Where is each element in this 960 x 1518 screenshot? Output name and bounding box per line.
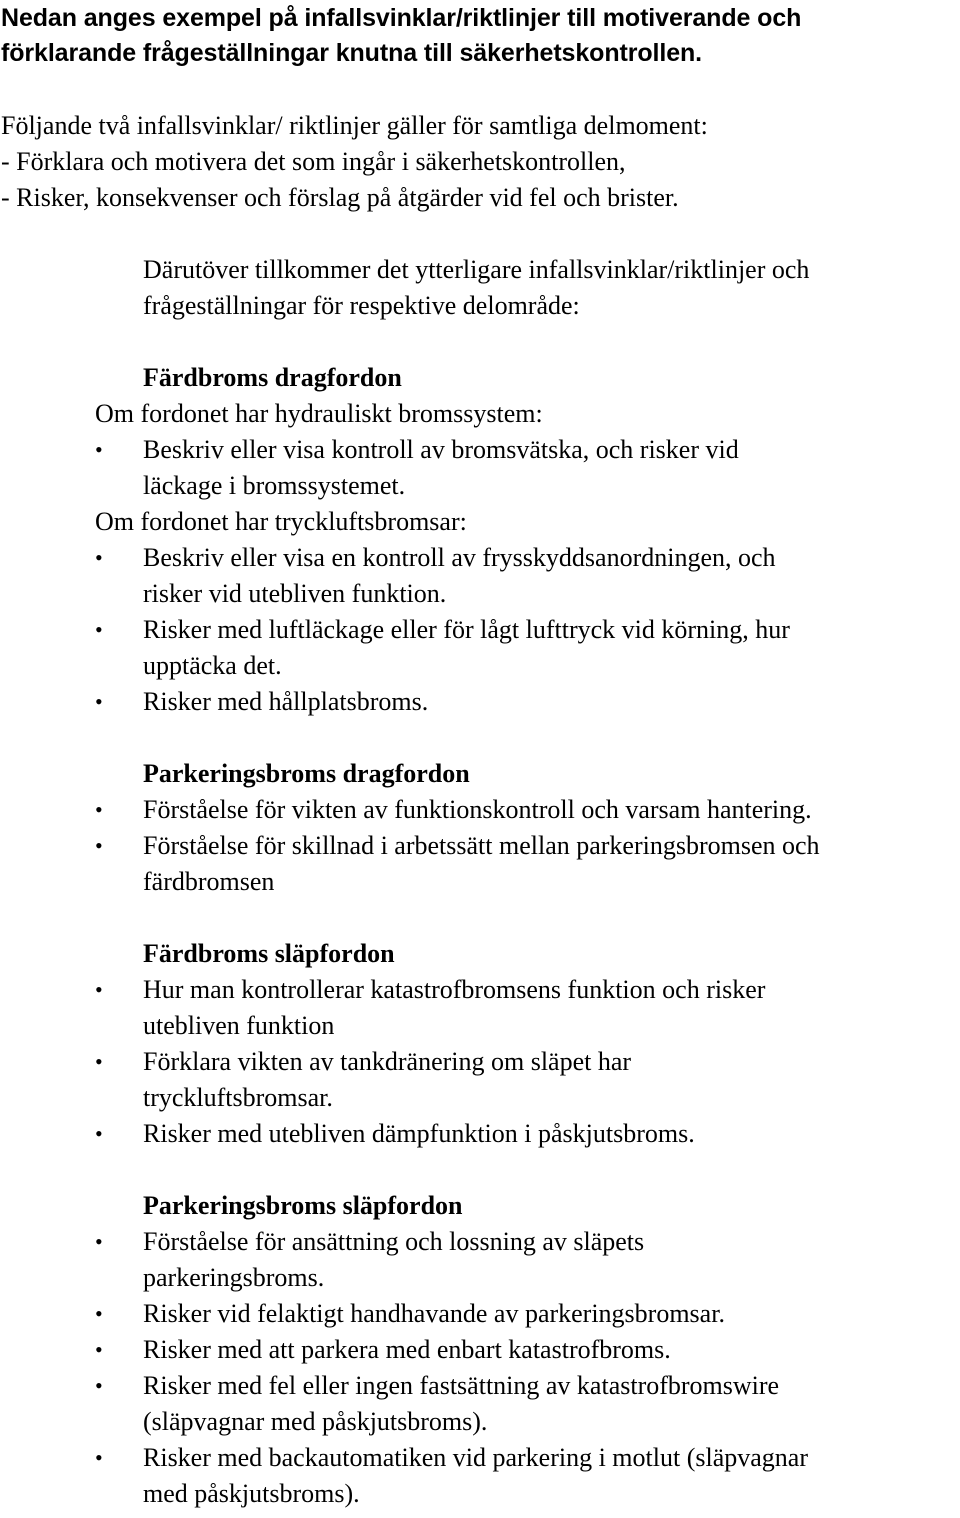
- bullet-marker: •: [95, 1337, 103, 1362]
- intro-line-1: Nedan anges exempel på infallsvinklar/riktlinjer till motiverande och: [1, 4, 802, 32]
- list-item-continuation: tryckluftsbromsar.: [143, 1083, 333, 1112]
- bullet-marker: •: [95, 833, 103, 858]
- section-heading-parkeringsbroms-dragfordon: Parkeringsbroms dragfordon: [143, 759, 470, 788]
- section-heading-fardbroms-slapfordon: Färdbroms släpfordon: [143, 939, 395, 968]
- list-item-continuation: parkeringsbroms.: [143, 1263, 325, 1292]
- list-item: Förståelse för ansättning och lossning av släpets: [143, 1227, 645, 1256]
- subheading-compressed-air: Om fordonet har tryckluftsbromsar:: [95, 507, 467, 536]
- list-item-continuation: med påskjutsbroms).: [143, 1479, 360, 1508]
- list-item: Förklara vikten av tankdränering om släpet har: [143, 1047, 632, 1076]
- list-item: Risker med luftläckage eller för lågt lufttryck vid körning, hur: [143, 615, 790, 644]
- list-item: Förståelse för vikten av funktionskontroll och varsam hantering.: [143, 795, 812, 824]
- list-item: Risker med backautomatiken vid parkering i motlut (släpvagnar: [143, 1443, 808, 1472]
- bullet-marker: •: [95, 545, 103, 570]
- list-item-continuation: utebliven funktion: [143, 1011, 335, 1040]
- additional-line-2: frågeställningar för respektive delområde:: [143, 291, 580, 320]
- section-heading-parkeringsbroms-slapfordon: Parkeringsbroms släpfordon: [143, 1191, 463, 1220]
- bullet-marker: •: [95, 1373, 103, 1398]
- list-item: Hur man kontrollerar katastrofbromsens funktion och risker: [143, 975, 766, 1004]
- bullet-marker: •: [95, 1049, 103, 1074]
- list-item: Risker med att parkera med enbart katastrofbroms.: [143, 1335, 671, 1364]
- bullet-marker: •: [95, 437, 103, 462]
- list-item: Risker med hållplatsbroms.: [143, 687, 429, 716]
- list-item: Beskriv eller visa kontroll av bromsvätska, och risker vid: [143, 435, 739, 464]
- bullet-marker: •: [95, 1121, 103, 1146]
- intro-line-2: förklarande frågeställningar knutna till säkerhetskontrollen.: [1, 39, 703, 67]
- list-item: Beskriv eller visa en kontroll av frysskyddsanordningen, och: [143, 543, 776, 572]
- additional-line-1: Därutöver tillkommer det ytterligare infallsvinklar/riktlinjer och: [143, 255, 810, 284]
- list-item: Risker vid felaktigt handhavande av parkeringsbromsar.: [143, 1299, 725, 1328]
- list-item: Risker med utebliven dämpfunktion i påskjutsbroms.: [143, 1119, 695, 1148]
- bullet-marker: •: [95, 1229, 103, 1254]
- list-item-continuation: upptäcka det.: [143, 651, 282, 680]
- subheading-hydraulic: Om fordonet har hydrauliskt bromssystem:: [95, 399, 543, 428]
- bullet-marker: •: [95, 977, 103, 1002]
- bullet-marker: •: [95, 1445, 103, 1470]
- bullet-marker: •: [95, 797, 103, 822]
- list-item-continuation: läckage i bromssystemet.: [143, 471, 406, 500]
- general-line-2: - Förklara och motivera det som ingår i säkerhetskontrollen,: [1, 147, 626, 176]
- list-item: Risker med fel eller ingen fastsättning av katastrofbromswire: [143, 1371, 780, 1400]
- bullet-marker: •: [95, 617, 103, 642]
- list-item: Förståelse för skillnad i arbetssätt mellan parkeringsbromsen och: [143, 831, 820, 860]
- section-heading-fardbroms-dragfordon: Färdbroms dragfordon: [143, 363, 402, 392]
- list-item-continuation: (släpvagnar med påskjutsbroms).: [143, 1407, 488, 1436]
- general-line-1: Följande två infallsvinklar/ riktlinjer gäller för samtliga delmoment:: [1, 111, 708, 140]
- list-item-continuation: färdbromsen: [143, 867, 275, 896]
- list-item-continuation: risker vid utebliven funktion.: [143, 579, 447, 608]
- bullet-marker: •: [95, 1301, 103, 1326]
- bullet-marker: •: [95, 689, 103, 714]
- general-line-3: - Risker, konsekvenser och förslag på åtgärder vid fel och brister.: [1, 183, 679, 212]
